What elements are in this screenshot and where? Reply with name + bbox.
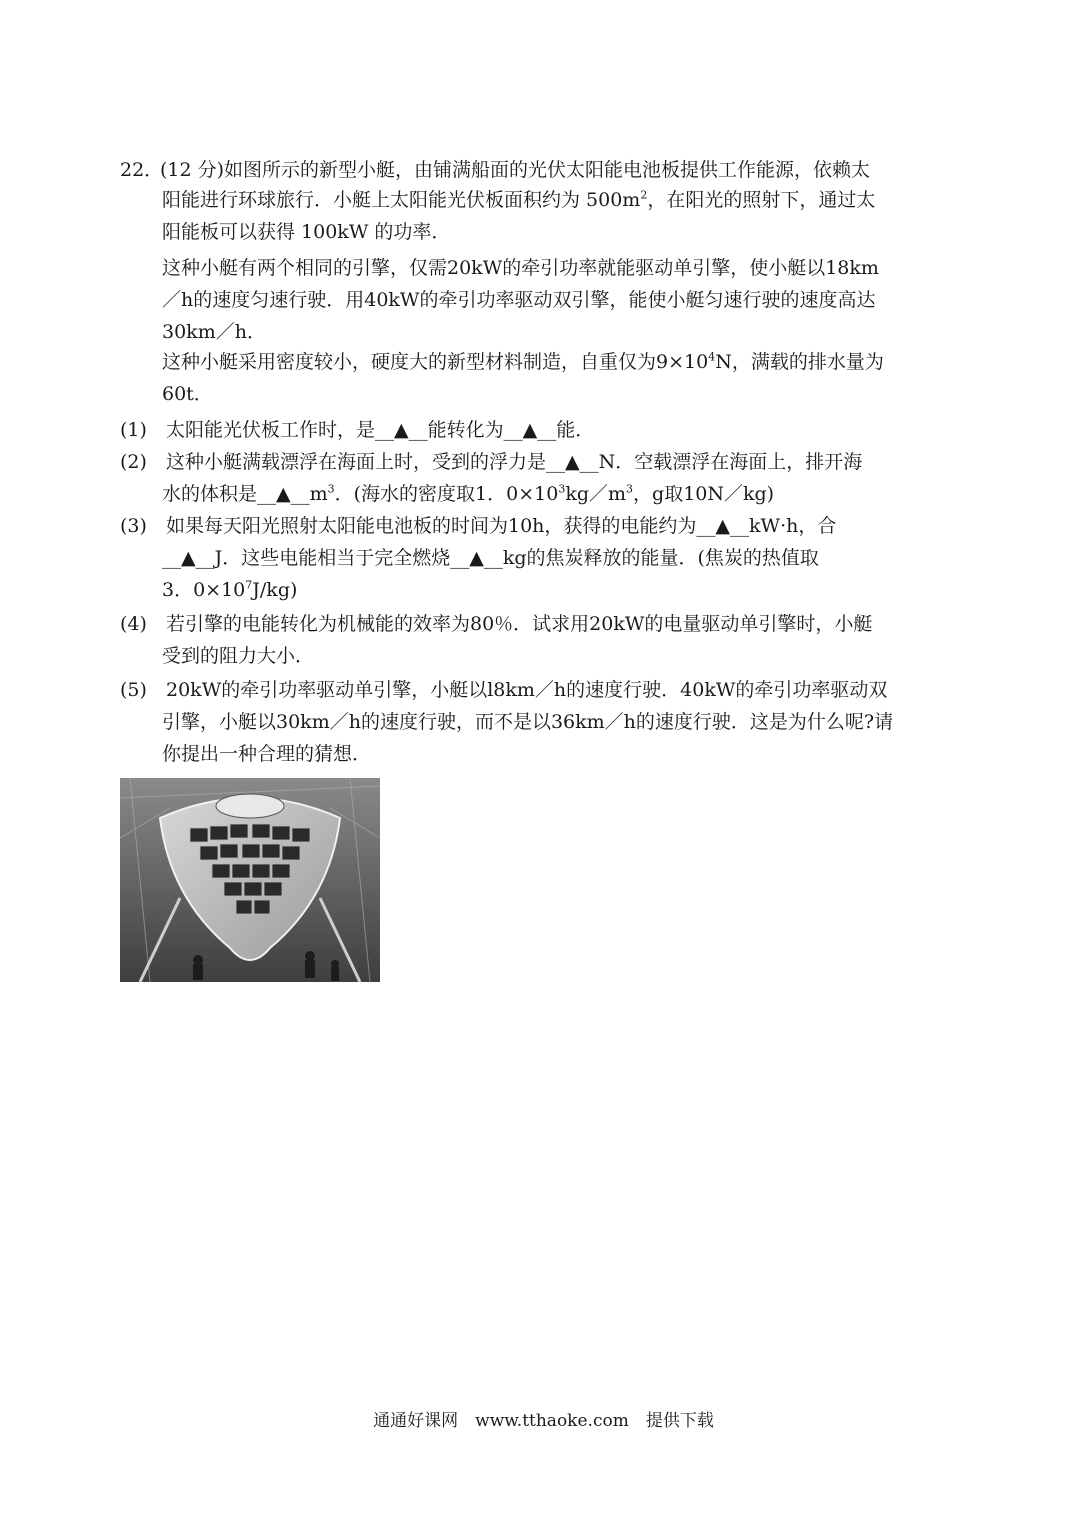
item-2-text-1: 这种小艇满载漂浮在海面上时，受到的浮力是__▲__N．空载漂浮在海面上，排开海 <box>166 451 863 473</box>
question-line-7: 这种小艇采用密度较小，硬度大的新型材料制造，自重仅为$9\times 10^4N$，满载的排水量为 <box>162 350 884 373</box>
item-5-text-1: 20kW的牵引功率驱动单引擎，小艇以l8km／h的速度行驶．40kW的牵引功率驱动双 <box>166 679 888 701</box>
question-line-8: 60t． <box>162 383 213 405</box>
item-4-text-2: 受到的阻力大小． <box>162 645 315 667</box>
item-3-number: (3) <box>120 515 147 537</box>
question-line-5: ／h的速度匀速行驶．用40kW的牵引功率驱动双引擎，能使小艇匀速行驶的速度高达 <box>162 289 876 311</box>
question-line-1: (12 分)如图所示的新型小艇，由铺满船面的光伏太阳能电池板提供工作能源，依赖太 <box>160 159 871 181</box>
item-3-text-1: 如果每天阳光照射太阳能电池板的时间为10h，获得的电能约为__▲__kW·h，合 <box>166 515 837 537</box>
item-1-text: 太阳能光伏板工作时，是__▲__能转化为__▲__能． <box>166 419 595 441</box>
question-number: 22． <box>120 159 164 181</box>
item-4-number: (4) <box>120 613 147 635</box>
item-4-text-1: 若引擎的电能转化为机械能的效率为80％．试求用20kW的电量驱动单引擎时，小艇 <box>166 613 873 635</box>
item-2-number: (2) <box>120 451 147 473</box>
item-5-text-2: 引擎，小艇以30km／h的速度行驶，而不是以36km／h的速度行驶．这是为什么呢?请 <box>162 711 894 733</box>
question-line-4: 这种小艇有两个相同的引擎，仅需20kW的牵引功率就能驱动单引擎，使小艇以18km <box>162 257 879 279</box>
solar-boat-illustration <box>120 778 380 982</box>
item-3-text-3: 3．$0\times 10^7J/kg$) <box>162 578 298 601</box>
question-line-6: 30km／h． <box>162 321 266 343</box>
question-line-2: 阳能进行环球旅行．小艇上太阳能光伏板面积约为 $500m^2$，在阳光的照射下，通过太 <box>162 188 876 211</box>
solar-boat-photo <box>120 778 380 982</box>
item-5-number: (5) <box>120 679 147 701</box>
item-2-text-2: 水的体积是$\_\_▲\_\_m^3$．(海水的密度取1．$0\times 10^3kg/m^3$，g取10N／kg) <box>162 482 775 505</box>
item-1-number: (1) <box>120 419 147 441</box>
question-line-3: 阳能板可以获得 100kW 的功率． <box>162 221 451 243</box>
item-5-text-3: 你提出一种合理的猜想． <box>162 743 372 765</box>
item-3-text-2: __▲__J．这些电能相当于完全燃烧__▲__kg的焦炭释放的能量．(焦炭的热值取 <box>162 547 819 569</box>
page-footer: 通通好课网 www.tthaoke.com 提供下载 <box>373 1411 714 1431</box>
